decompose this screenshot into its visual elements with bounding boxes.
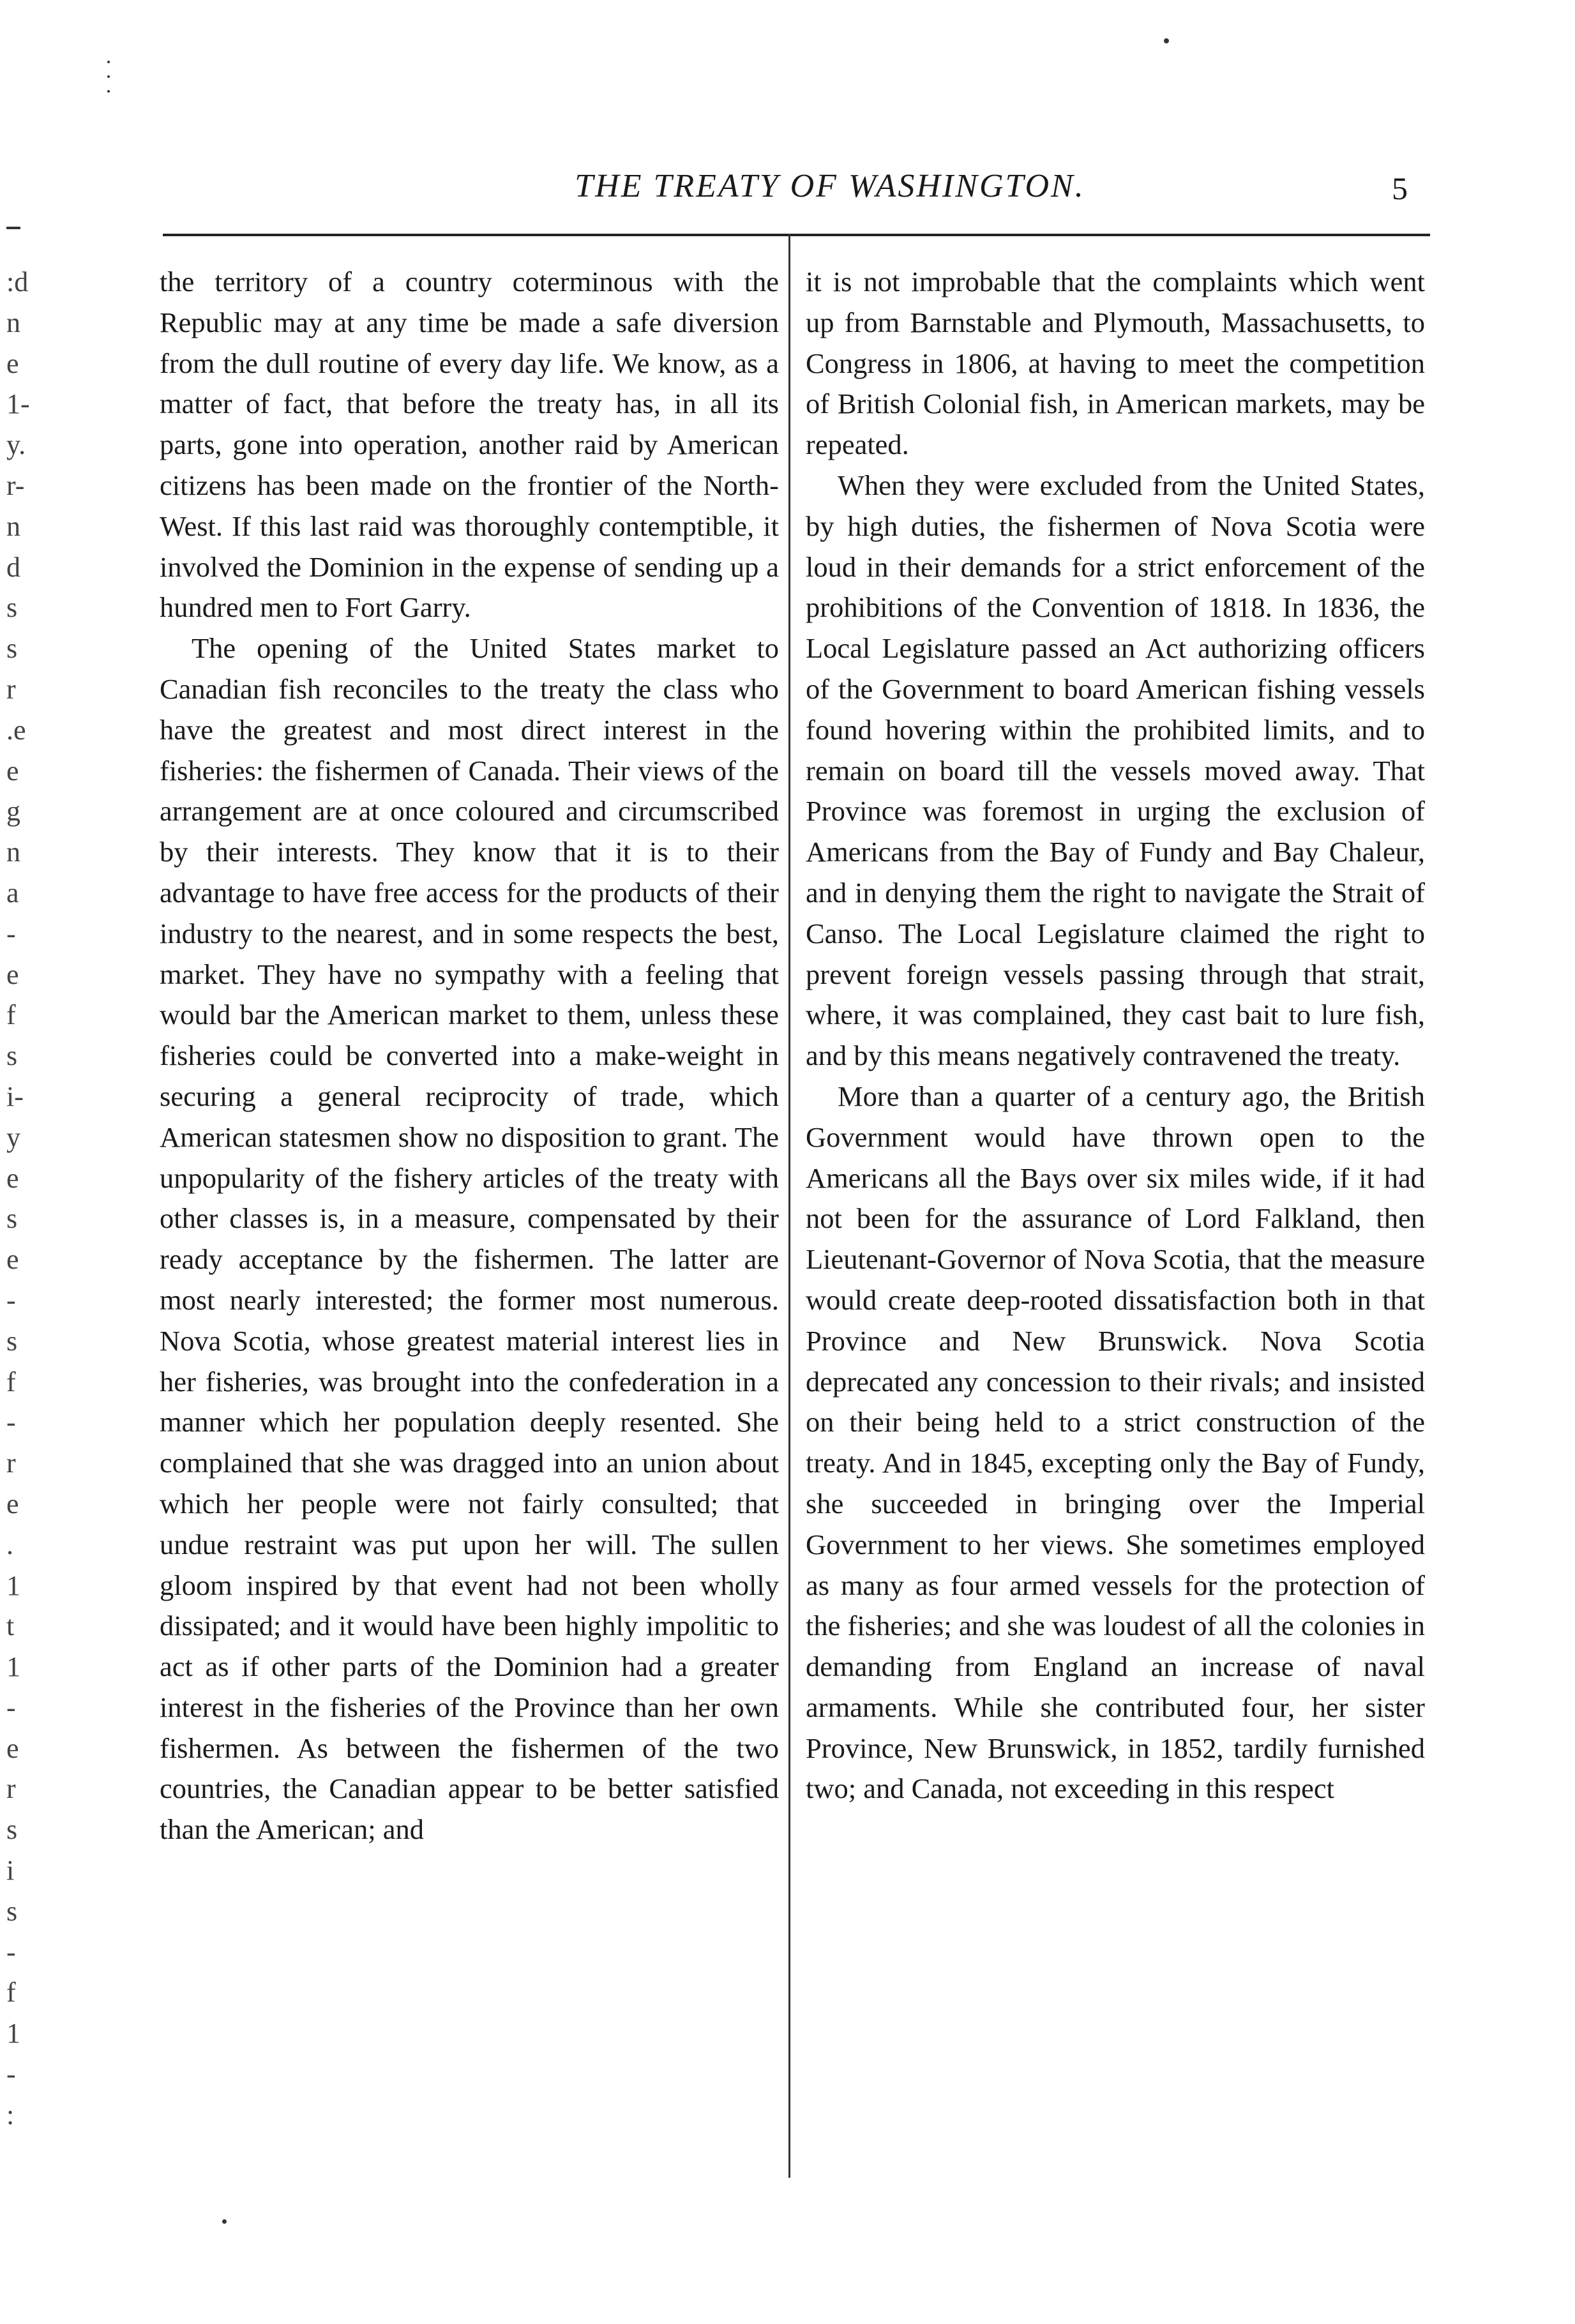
bleed-fragment: r bbox=[6, 673, 16, 705]
paragraph: The opening of the United States market to Canadian fish reconciles to the treaty the class who have the greatest and most direct interest in the fisheries: the fishermen of Canada. Their views of the arrangement are at once coloured and circumscribed by their interests. They know that it is to their advantage to have free access for the products of their industry to the nearest, and in some respects the best, market. They have no sympathy with a feeling that would bar the American market to them, unless these fisheries could be converted into a make-weight in securing a general reciprocity of trade, which American statesmen show no disposition to grant. The unpopularity of the fishery articles of the treaty with other classes is, in a measure, compensated by their ready acceptance by the fishermen. The latter are most nearly interested; the former most numerous. Nova Scotia, whose greatest material interest lies in her fisheries, was brought into the confederation in a manner which her population deeply resented. She complained that she was dragged into an union about which her people were not fairly consulted; that undue restraint was put upon her will. The sullen gloom inspired by that event had not been wholly dissipated; and it would have been highly impolitic to act as if other parts of the Dominion had a greater interest in the fisheries of the Province than her own fishermen. As between the fishermen of the two countries, the Canadian appear to be better satisfied than the American; and bbox=[160, 632, 779, 1846]
bleed-fragment: t bbox=[6, 1610, 15, 1642]
bleed-fragment: e bbox=[6, 755, 19, 787]
bleed-fragment: s bbox=[6, 1895, 18, 1927]
print-speck bbox=[222, 2219, 227, 2224]
bleed-fragment: .e bbox=[6, 714, 26, 746]
left-column bbox=[160, 262, 779, 1850]
bleed-fragment: r bbox=[6, 1447, 16, 1479]
print-speck bbox=[107, 61, 110, 63]
bleed-fragment: d bbox=[6, 551, 20, 583]
bleed-fragment: i bbox=[6, 1855, 15, 1887]
bleed-fragment: f bbox=[6, 1366, 16, 1398]
bleed-fragment: e bbox=[6, 1162, 19, 1194]
bleed-fragment: - bbox=[6, 1284, 16, 1316]
header-rule bbox=[163, 234, 1430, 236]
running-header-title: THE TREATY OF WASHINGTON. bbox=[575, 168, 1085, 204]
bleed-fragment: s bbox=[6, 633, 18, 665]
bleed-fragment: g bbox=[6, 796, 20, 827]
bleed-fragment: - bbox=[6, 1936, 16, 1968]
print-speck bbox=[107, 75, 110, 78]
paragraph: the territory of a country coterminous with the Republic may at any time be made a safe diversion from the dull routine of every day life. We know, as a matter of fact, that before the treaty has, in all its parts, gone into operation, another raid by American citizens has been made on the frontier of the North-West. If this last raid was thoroughly contemptible, it involved the Dominion in the expense of sending up a hundred men to Fort Garry. bbox=[160, 266, 779, 624]
bleed-fragment: - bbox=[6, 2058, 16, 2090]
bleed-fragment: y bbox=[6, 1121, 20, 1153]
bleed-fragment: r bbox=[6, 1773, 16, 1805]
bleed-fragment: 1 bbox=[6, 1651, 20, 1683]
paragraph: When they were excluded from the United States, by high duties, the fishermen of Nova Scotia were loud in their demands for a strict enforcement of the prohibitions of the Convention of 1818. In 1836, the Local Legislature passed an Act authorizing officers of the Government to board American fishing vessels found hovering within the prohibited limits, and to remain on board till the vessels moved away. That Province was foremost in urging the exclusion of Americans from the Bay of Fundy and Bay Chaleur, and in denying them the right to navigate the Strait of Canso. The Local Legislature claimed the right to prevent foreign vessels passing through that strait, where, it was complained, they cast bait to lure fish, and by this means negatively contravened the treaty. bbox=[806, 469, 1425, 1072]
bleed-fragment: e bbox=[6, 1488, 19, 1520]
bleed-fragment: e bbox=[6, 347, 19, 379]
bleed-fragment: - bbox=[6, 1407, 16, 1438]
paragraph: it is not improbable that the complaints which went up from Barnstable and Plymouth, Massachusetts, to Congress in 1806, at having to meet the competition of British Colonial fish, in American markets, may be repeated. bbox=[806, 266, 1425, 461]
bleed-fragment: n bbox=[6, 510, 20, 542]
print-speck bbox=[1164, 38, 1169, 43]
bleed-fragment: s bbox=[6, 1040, 18, 1072]
bleed-fragment: s bbox=[6, 592, 18, 624]
bleed-fragment: - bbox=[6, 917, 16, 949]
bleed-fragment: n bbox=[6, 306, 20, 338]
right-column bbox=[806, 262, 1425, 1809]
bleed-fragment: : bbox=[6, 2099, 15, 2131]
column-divider bbox=[788, 234, 790, 2178]
page-number: 5 bbox=[1392, 170, 1408, 206]
bleed-fragment: e bbox=[6, 1244, 19, 1276]
bleed-fragment: r- bbox=[6, 469, 25, 501]
bleed-fragment: f bbox=[6, 999, 16, 1031]
bleed-fragment: e bbox=[6, 958, 19, 990]
paragraph: More than a quarter of a century ago, the British Government would have thrown open to the Americans all the Bays over six miles wide, if it had not been for the assurance of Lord Falkland, then Lieutenant-Governor of Nova Scotia, that the measure would create deep-rooted dissatisfaction both in that Province and New Brunswick. Nova Scotia deprecated any concession to their rivals; and insisted on their being held to a strict construction of the treaty. And in 1845, excepting only the Bay of Fundy, she succeeded in bringing over the Imperial Government to her views. She sometimes employed as many as four armed vessels for the protection of the fisheries; and she was loudest of all the colonies in demanding from England an increase of naval armaments. While she contributed four, her sister Province, New Brunswick, in 1852, tardily furnished two; and Canada, not exceeding in this respect bbox=[806, 1080, 1425, 1805]
bleed-fragment: :d bbox=[6, 266, 29, 298]
bleed-fragment: 1- bbox=[6, 388, 30, 420]
print-speck bbox=[6, 227, 20, 229]
print-speck bbox=[107, 90, 110, 93]
bleed-fragment: s bbox=[6, 1814, 18, 1846]
bleed-fragment: e bbox=[6, 1732, 19, 1764]
bleed-fragment: a bbox=[6, 877, 19, 909]
bleed-fragment: . bbox=[6, 1528, 13, 1560]
bleed-fragment: y. bbox=[6, 429, 26, 461]
bleed-fragment: f bbox=[6, 1977, 16, 2009]
previous-page-bleed-fragments bbox=[6, 262, 77, 2136]
bleed-fragment: s bbox=[6, 1325, 18, 1357]
bleed-fragment: - bbox=[6, 1691, 16, 1723]
bleed-fragment: n bbox=[6, 836, 20, 868]
bleed-fragment: i- bbox=[6, 1080, 24, 1112]
bleed-fragment: s bbox=[6, 1203, 18, 1235]
bleed-fragment: 1 bbox=[6, 1569, 20, 1601]
bleed-fragment: 1 bbox=[6, 2018, 20, 2049]
